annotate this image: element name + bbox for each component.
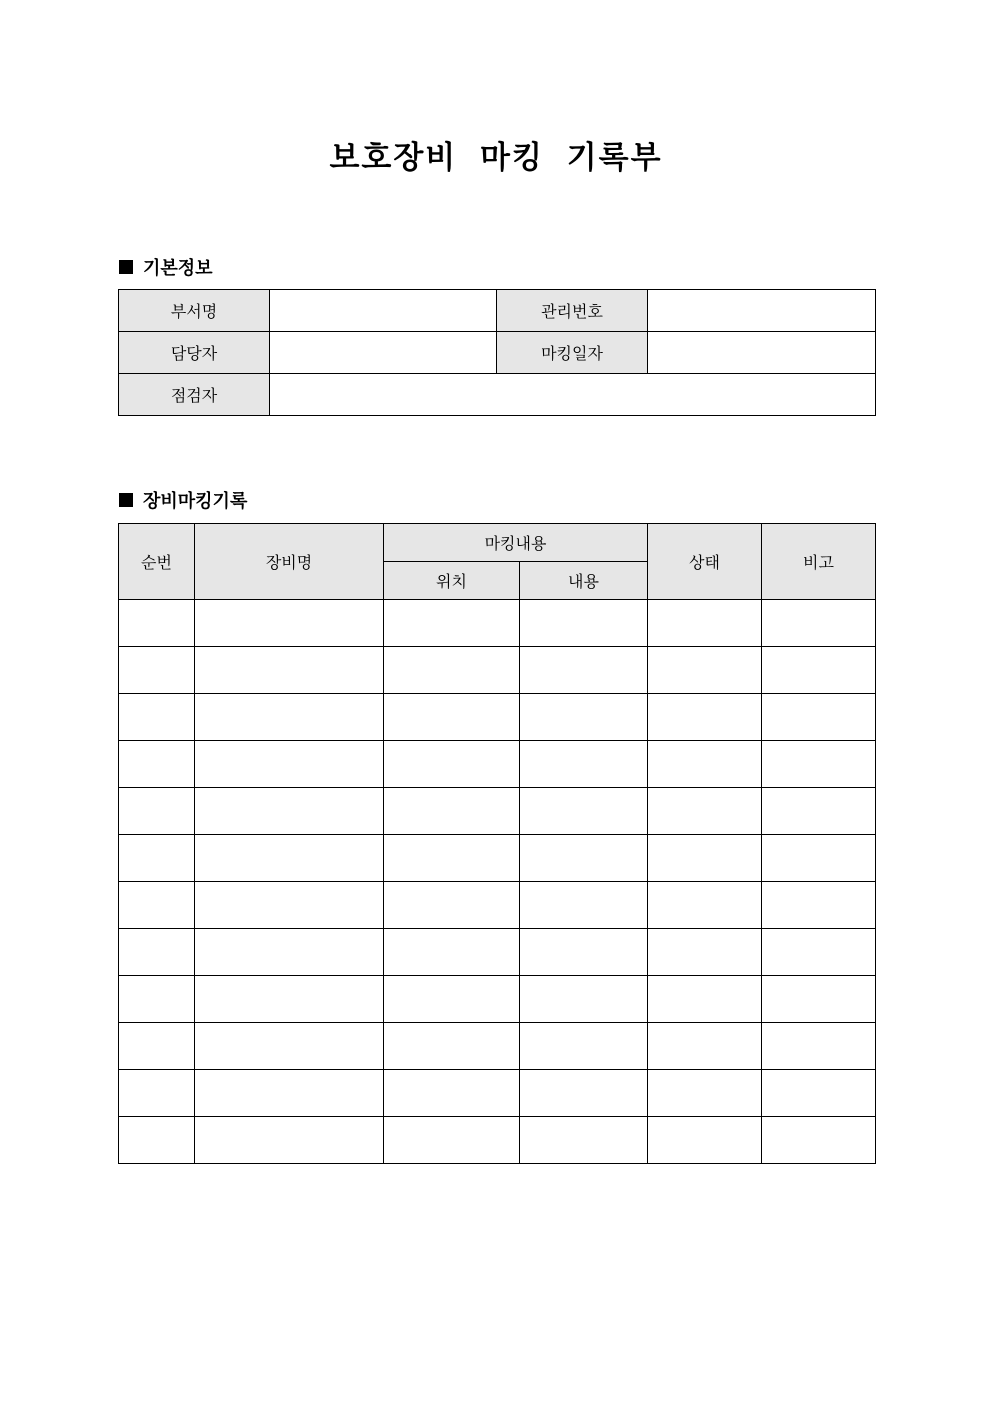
table-row xyxy=(119,600,876,647)
remarks-cell[interactable] xyxy=(762,1023,876,1070)
status-cell[interactable] xyxy=(648,882,762,929)
remarks-cell[interactable] xyxy=(762,647,876,694)
table-row xyxy=(119,976,876,1023)
table-row xyxy=(119,929,876,976)
content-cell[interactable] xyxy=(520,835,648,882)
remarks-cell[interactable] xyxy=(762,600,876,647)
number-cell[interactable] xyxy=(119,882,195,929)
status-cell[interactable] xyxy=(648,647,762,694)
status-cell[interactable] xyxy=(648,694,762,741)
number-cell[interactable] xyxy=(119,600,195,647)
position-cell[interactable] xyxy=(384,788,520,835)
basic-info-row xyxy=(119,290,876,332)
basic-info-row xyxy=(119,332,876,374)
table-row xyxy=(119,882,876,929)
number-cell[interactable] xyxy=(119,929,195,976)
marking-record-table xyxy=(118,523,876,1164)
number-cell[interactable] xyxy=(119,647,195,694)
number-header: 순번 xyxy=(119,524,195,600)
department-label: 부서명 xyxy=(119,290,270,332)
content-cell[interactable] xyxy=(520,694,648,741)
equipment-name-cell[interactable] xyxy=(195,788,384,835)
table-row xyxy=(119,1023,876,1070)
equipment-name-cell[interactable] xyxy=(195,694,384,741)
remarks-cell[interactable] xyxy=(762,929,876,976)
number-cell[interactable] xyxy=(119,1117,195,1164)
number-cell[interactable] xyxy=(119,1023,195,1070)
equipment-name-cell[interactable] xyxy=(195,1070,384,1117)
position-cell[interactable] xyxy=(384,1070,520,1117)
position-cell[interactable] xyxy=(384,882,520,929)
square-bullet-icon xyxy=(119,260,133,274)
status-cell[interactable] xyxy=(648,1070,762,1117)
position-cell[interactable] xyxy=(384,741,520,788)
table-row xyxy=(119,1117,876,1164)
equipment-name-cell[interactable] xyxy=(195,741,384,788)
marking-date-label: 마킹일자 xyxy=(497,332,648,374)
position-cell[interactable] xyxy=(384,600,520,647)
number-cell[interactable] xyxy=(119,1070,195,1117)
status-cell[interactable] xyxy=(648,1117,762,1164)
equipment-name-cell[interactable] xyxy=(195,835,384,882)
table-row xyxy=(119,835,876,882)
table-row xyxy=(119,1070,876,1117)
basic-info-table xyxy=(118,289,876,416)
table-row xyxy=(119,741,876,788)
table-row xyxy=(119,647,876,694)
equipment-name-cell[interactable] xyxy=(195,600,384,647)
status-cell[interactable] xyxy=(648,788,762,835)
marking-content-header: 마킹내용 xyxy=(384,524,648,562)
equipment-name-header: 장비명 xyxy=(195,524,384,600)
number-cell[interactable] xyxy=(119,741,195,788)
department-value-cell[interactable] xyxy=(270,290,497,332)
remarks-cell[interactable] xyxy=(762,694,876,741)
position-cell[interactable] xyxy=(384,976,520,1023)
position-cell[interactable] xyxy=(384,835,520,882)
position-cell[interactable] xyxy=(384,1117,520,1164)
content-cell[interactable] xyxy=(520,788,648,835)
remarks-cell[interactable] xyxy=(762,788,876,835)
status-cell[interactable] xyxy=(648,929,762,976)
manager-number-label: 관리번호 xyxy=(497,290,648,332)
remarks-cell[interactable] xyxy=(762,882,876,929)
manager-number-value-cell[interactable] xyxy=(648,290,876,332)
content-header: 내용 xyxy=(520,562,648,600)
content-cell[interactable] xyxy=(520,1023,648,1070)
position-cell[interactable] xyxy=(384,929,520,976)
basic-info-heading-text: 기본정보 xyxy=(143,258,213,279)
person-in-charge-label: 담당자 xyxy=(119,332,270,374)
remarks-cell[interactable] xyxy=(762,1117,876,1164)
content-cell[interactable] xyxy=(520,741,648,788)
square-bullet-icon xyxy=(119,493,133,507)
status-header: 상태 xyxy=(648,524,762,600)
content-cell[interactable] xyxy=(520,882,648,929)
remarks-cell[interactable] xyxy=(762,835,876,882)
status-cell[interactable] xyxy=(648,741,762,788)
inspector-value-cell[interactable] xyxy=(270,374,876,416)
header-row xyxy=(119,524,876,562)
status-cell[interactable] xyxy=(648,600,762,647)
number-cell[interactable] xyxy=(119,835,195,882)
basic-info-row xyxy=(119,374,876,416)
table-row xyxy=(119,694,876,741)
status-cell[interactable] xyxy=(648,1023,762,1070)
position-cell[interactable] xyxy=(384,694,520,741)
remarks-header: 비고 xyxy=(762,524,876,600)
content-cell[interactable] xyxy=(520,976,648,1023)
equipment-name-cell[interactable] xyxy=(195,882,384,929)
record-table-body xyxy=(119,600,876,1164)
equipment-name-cell[interactable] xyxy=(195,1117,384,1164)
remarks-cell[interactable] xyxy=(762,1070,876,1117)
position-cell[interactable] xyxy=(384,1023,520,1070)
marking-record-heading xyxy=(119,487,247,513)
content-cell[interactable] xyxy=(520,647,648,694)
basic-info-heading xyxy=(119,254,213,280)
position-cell[interactable] xyxy=(384,647,520,694)
table-row xyxy=(119,788,876,835)
number-cell[interactable] xyxy=(119,694,195,741)
remarks-cell[interactable] xyxy=(762,741,876,788)
inspector-label: 점검자 xyxy=(119,374,270,416)
person-in-charge-value-cell[interactable] xyxy=(270,332,497,374)
marking-date-value-cell[interactable] xyxy=(648,332,876,374)
content-cell[interactable] xyxy=(520,600,648,647)
marking-record-heading-text: 장비마킹기록 xyxy=(143,491,248,512)
equipment-name-cell[interactable] xyxy=(195,976,384,1023)
equipment-name-cell[interactable] xyxy=(195,647,384,694)
content-cell[interactable] xyxy=(520,1117,648,1164)
status-cell[interactable] xyxy=(648,835,762,882)
document-title: 보호장비 마킹 기록부 xyxy=(329,140,663,176)
number-cell[interactable] xyxy=(119,788,195,835)
content-cell[interactable] xyxy=(520,929,648,976)
equipment-name-cell[interactable] xyxy=(195,929,384,976)
number-cell[interactable] xyxy=(119,976,195,1023)
remarks-cell[interactable] xyxy=(762,976,876,1023)
status-cell[interactable] xyxy=(648,976,762,1023)
content-cell[interactable] xyxy=(520,1070,648,1117)
position-header: 위치 xyxy=(384,562,520,600)
equipment-name-cell[interactable] xyxy=(195,1023,384,1070)
